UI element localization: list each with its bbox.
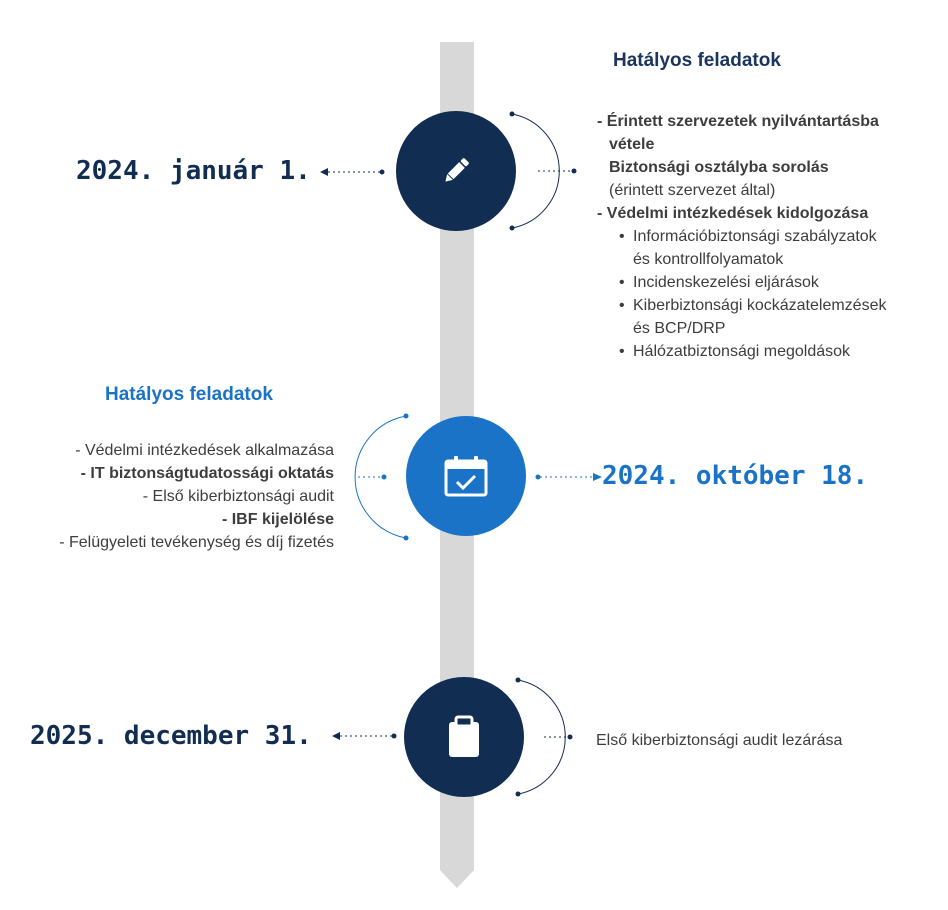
milestone-2-left-bracket [352, 410, 412, 544]
milestone-3-date: 2025. december 31. [30, 721, 312, 751]
milestone-3-right-bracket [512, 676, 584, 800]
task-subitem: • Incidenskezelési eljárások [611, 271, 937, 294]
task-item: - Első kiberbiztonsági audit [142, 488, 334, 505]
calendar-check-icon [443, 454, 489, 498]
milestone-1-left-connector [318, 165, 388, 179]
task-item: - Védelmi intézkedések kidolgozása [597, 205, 869, 222]
milestone-1-right-bracket [506, 110, 578, 234]
task-subitem-continuation: és BCP/DRP [633, 320, 726, 337]
timeline-arrow-tip [440, 870, 474, 888]
task-item: Első kiberbiztonsági audit lezárása [596, 732, 843, 749]
task-subitem: • Kiberbiztonsági kockázatelemzések [611, 294, 937, 317]
milestone-2-right-connector [534, 470, 604, 484]
pencil-icon [438, 153, 474, 189]
task-item: Biztonsági osztályba sorolás [609, 159, 829, 176]
milestone-2-date: 2024. október 18. [602, 461, 869, 491]
milestone-2-node [406, 416, 526, 536]
milestone-1-task-list [597, 110, 937, 363]
milestone-2-heading: Hatályos feladatok [105, 384, 273, 405]
task-subitem: • Információbiztonsági szabályzatok [611, 225, 937, 248]
milestone-1-heading: Hatályos feladatok [613, 50, 781, 71]
milestone-3-task-list [596, 729, 926, 752]
milestone-2-task-list [10, 439, 334, 554]
task-item: vétele [609, 136, 655, 153]
milestone-3-left-connector [330, 729, 400, 743]
task-item: - Érintett szervezetek nyilvántartásba [597, 113, 879, 130]
task-item: - IBF kijelölése [221, 511, 334, 528]
milestone-1-date: 2024. január 1. [76, 156, 311, 186]
milestone-3-node [404, 677, 524, 797]
milestone-1-node [396, 111, 516, 231]
clipboard-icon [446, 715, 482, 759]
task-item: (érintett szervezet által) [609, 182, 776, 199]
task-item: - IT biztonságtudatossági oktatás [80, 465, 334, 482]
task-subitem: • Hálózatbiztonsági megoldások [611, 340, 937, 363]
task-item: - Védelmi intézkedések alkalmazása [75, 442, 334, 459]
task-item: - Felügyeleti tevékenység és díj fizetés [59, 534, 334, 551]
task-subitem-continuation: és kontrollfolyamatok [633, 251, 784, 268]
